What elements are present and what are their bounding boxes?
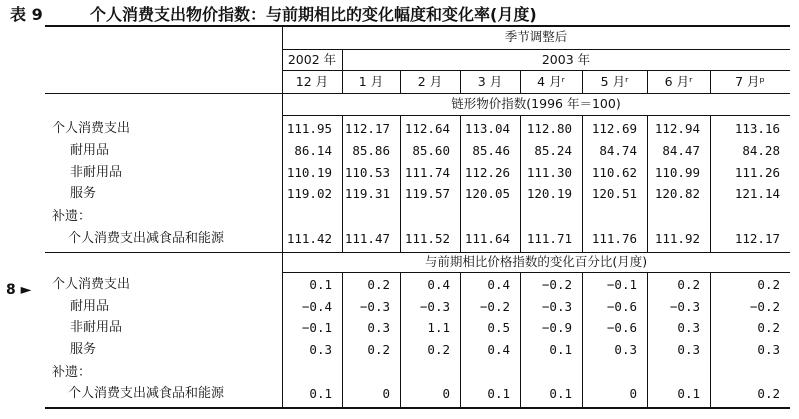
table-cell: −0.9 [541,320,572,335]
year-2002-header: 2002 年 [287,52,337,67]
table-cell: 0.4 [487,342,510,357]
row-label: 非耐用品 [70,165,123,180]
table-cell: 0.4 [427,277,450,292]
table-cell: 0.1 [309,386,332,401]
rule-section2-title [282,272,790,273]
row-label: 服务 [70,186,97,201]
table-cell: 112.80 [526,121,572,136]
table-cell: 84.74 [599,143,637,158]
table-cell: 112.69 [591,121,637,136]
table-cell: 0.1 [677,386,700,401]
table-cell: 121.14 [734,186,780,201]
table-cell: 119.31 [344,186,390,201]
month-header: 3 月 [477,74,503,89]
table-cell: 0.5 [487,320,510,335]
seasonal-header: 季节调整后 [504,29,568,44]
section1-title: 链形物价指数(1996 年＝100) [451,96,621,111]
month-header: 2 月 [417,74,443,89]
table-cell: −0.6 [606,299,637,314]
table-cell: −0.4 [301,299,332,314]
table-cell: 0.1 [309,277,332,292]
table-cell: 111.26 [734,165,780,180]
table-cell: −0.2 [541,277,572,292]
table-cell: 0.2 [757,320,780,335]
year-2003-header: 2003 年 [541,52,591,67]
row-label: 耐用品 [70,143,110,158]
table-cell: 85.46 [472,143,510,158]
table-cell: 110.99 [654,165,700,180]
table-cell: 111.52 [404,231,450,246]
table-cell: −0.3 [541,299,572,314]
table-cell: 110.62 [591,165,637,180]
table-cell: 113.04 [464,121,510,136]
table-cell: 0.2 [427,342,450,357]
table-cell: 0 [382,386,390,401]
table-cell: 0.2 [367,342,390,357]
table-cell: 111.64 [464,231,510,246]
row-label: 个人消费支出 [52,277,131,292]
table-cell: 111.30 [526,165,572,180]
table-cell: 86.14 [294,143,332,158]
table-cell: 120.05 [464,186,510,201]
month-header: 6 月ʳ [664,74,693,89]
table-cell: 111.42 [286,231,332,246]
section2-title: 与前期相比价格指数的变化百分比(月度) [424,254,648,269]
table-cell: −0.1 [606,277,637,292]
table-cell: 111.95 [286,121,332,136]
row-label: 补遗： [52,365,92,380]
table-cell: −0.2 [479,299,510,314]
table-cell: 110.19 [286,165,332,180]
table-cell: 111.92 [654,231,700,246]
table-cell: 0.3 [309,342,332,357]
row-label: 补遗： [52,209,92,224]
row-label: 耐用品 [70,299,110,314]
table-cell: 120.19 [526,186,572,201]
table-cell: 0 [629,386,637,401]
table-cell: −0.1 [301,320,332,335]
table-cell: 112.26 [464,165,510,180]
table-cell: 112.17 [734,231,780,246]
table-cell: 112.94 [654,121,700,136]
table-cell: −0.2 [749,299,780,314]
table-cell: 0.3 [677,320,700,335]
table-cell: 112.17 [344,121,390,136]
table-cell: 85.60 [412,143,450,158]
table-cell: −0.6 [606,320,637,335]
row-label: 个人消费支出减食品和能源 [68,386,225,401]
table-cell: 119.02 [286,186,332,201]
table-cell: 0.1 [549,386,572,401]
table-cell: 0.3 [677,342,700,357]
table-cell: 111.76 [591,231,637,246]
month-header: 1 月 [358,74,384,89]
table-cell: 0.1 [487,386,510,401]
table-cell: −0.3 [669,299,700,314]
table-cell: 111.74 [404,165,450,180]
table-cell: 120.51 [591,186,637,201]
table-cell: 0 [442,386,450,401]
table-cell: 0.2 [367,277,390,292]
table-cell: 84.47 [662,143,700,158]
table-cell: 111.47 [344,231,390,246]
table-title [10,2,537,26]
rule-section1-title [282,115,790,116]
month-header: 4 月ʳ [537,74,565,89]
table-cell: 85.24 [534,143,572,158]
table-cell: 112.64 [404,121,450,136]
table-cell: 1.1 [427,320,450,335]
table-title-text: 个人消费支出物价指数：与前期相比的变化幅度和变化率(月度) [90,5,537,24]
table-cell: 119.57 [404,186,450,201]
table-cell: 113.16 [734,121,780,136]
table-cell: 0.2 [757,277,780,292]
table-cell: 0.3 [757,342,780,357]
table-cell: 0.2 [677,277,700,292]
table-cell: 110.53 [344,165,390,180]
table-cell: 85.86 [352,143,390,158]
table-cell: −0.3 [359,299,390,314]
table-number: 表 9 [10,5,43,24]
table-cell: 111.71 [526,231,572,246]
table-cell: −0.3 [419,299,450,314]
row-label: 个人消费支出 [52,121,131,136]
table-cell: 0.4 [487,277,510,292]
row-label: 个人消费支出减食品和能源 [68,231,225,246]
month-header: 7 月ᵖ [735,74,765,89]
table-cell: 120.82 [654,186,700,201]
row-label: 非耐用品 [70,320,123,335]
table-cell: 0.3 [614,342,637,357]
rule-bottom [45,407,790,409]
month-header: 5 月ʳ [600,74,629,89]
table-cell: 0.2 [757,386,780,401]
rule-header-2 [282,70,790,71]
table-cell: 84.28 [742,143,780,158]
page-marker: 8 ► [6,282,32,298]
table-cell: 0.1 [549,342,572,357]
table-cell: 0.3 [367,320,390,335]
month-header: 12 月 [295,74,329,89]
row-label: 服务 [70,342,97,357]
